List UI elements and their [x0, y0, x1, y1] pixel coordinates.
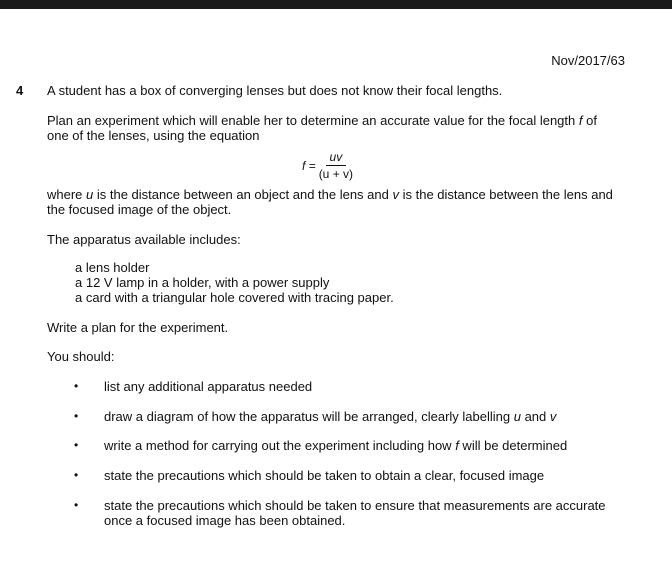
bullet-method-text-a: write a method for carrying out the experiment including how: [104, 438, 456, 453]
equation-lhs: f =: [302, 158, 316, 173]
apparatus-item: a card with a triangular hole covered with tracing paper.: [75, 290, 394, 305]
you-should-heading: You should:: [47, 349, 115, 364]
bullet-precautions-measurement: [104, 498, 659, 528]
bullet-marker: •: [74, 438, 79, 452]
equation-numerator: uv: [326, 150, 347, 166]
bullet-marker: •: [74, 409, 79, 423]
bullet-method-text-b: will be determined: [458, 438, 568, 453]
bullet-method: [104, 438, 659, 453]
plan-f-symbol: f: [578, 113, 583, 128]
where-text-b: is the distance between an object and the lens and: [93, 187, 393, 202]
bullet-f-symbol: f: [455, 438, 459, 453]
plan-line2: one of the lenses, using the equation: [47, 128, 260, 143]
where-u-symbol: u: [86, 187, 94, 202]
plan-line1-end: of: [582, 113, 597, 128]
bullet-marker: •: [74, 379, 79, 393]
write-plan-instruction: Write a plan for the experiment.: [47, 320, 229, 335]
equation-denominator: (u + v): [318, 167, 354, 181]
variable-definitions: [47, 187, 657, 217]
bullet-marker: •: [74, 498, 79, 512]
equation-fraction: [319, 150, 353, 181]
apparatus-intro: The apparatus available includes:: [47, 232, 241, 247]
plan-line1: Plan an experiment which will enable her to determine an accurate value for the focal length: [47, 113, 576, 128]
focal-length-equation: [302, 150, 353, 181]
apparatus-item: a 12 V lamp in a holder, with a power supply: [75, 275, 330, 290]
plan-instruction: [47, 113, 657, 143]
top-edge-bar: [0, 0, 672, 9]
bullet-u-symbol: u: [513, 409, 521, 424]
bullet-precautions-line2: once a focused image has been obtained.: [104, 513, 346, 528]
apparatus-item: a lens holder: [75, 260, 150, 275]
question-intro: A student has a box of converging lenses but does not know their focal lengths.: [47, 83, 503, 98]
bullet-marker: •: [74, 468, 79, 482]
bullet-diagram-text: draw a diagram of how the apparatus will be arranged, clearly labelling: [104, 409, 514, 424]
bullet-diagram: [104, 409, 659, 424]
paper-code: Nov/2017/63: [551, 53, 625, 68]
where-text-c: is the distance between the lens and: [398, 187, 613, 202]
bullet-v-symbol: v: [549, 409, 557, 424]
bullet-precautions-line1: state the precautions which should be taken to ensure that measurements are accurate: [104, 498, 606, 513]
bullet-precautions-image: state the precautions which should be taken to obtain a clear, focused image: [104, 468, 545, 483]
bullet-and-text: and: [520, 409, 550, 424]
where-line2: the focused image of the object.: [47, 202, 232, 217]
apparatus-list: [75, 260, 394, 305]
question-number: 4: [16, 83, 24, 98]
where-text-a: where: [47, 187, 87, 202]
bullet-additional-apparatus: list any additional apparatus needed: [104, 379, 313, 394]
where-v-symbol: v: [392, 187, 399, 202]
